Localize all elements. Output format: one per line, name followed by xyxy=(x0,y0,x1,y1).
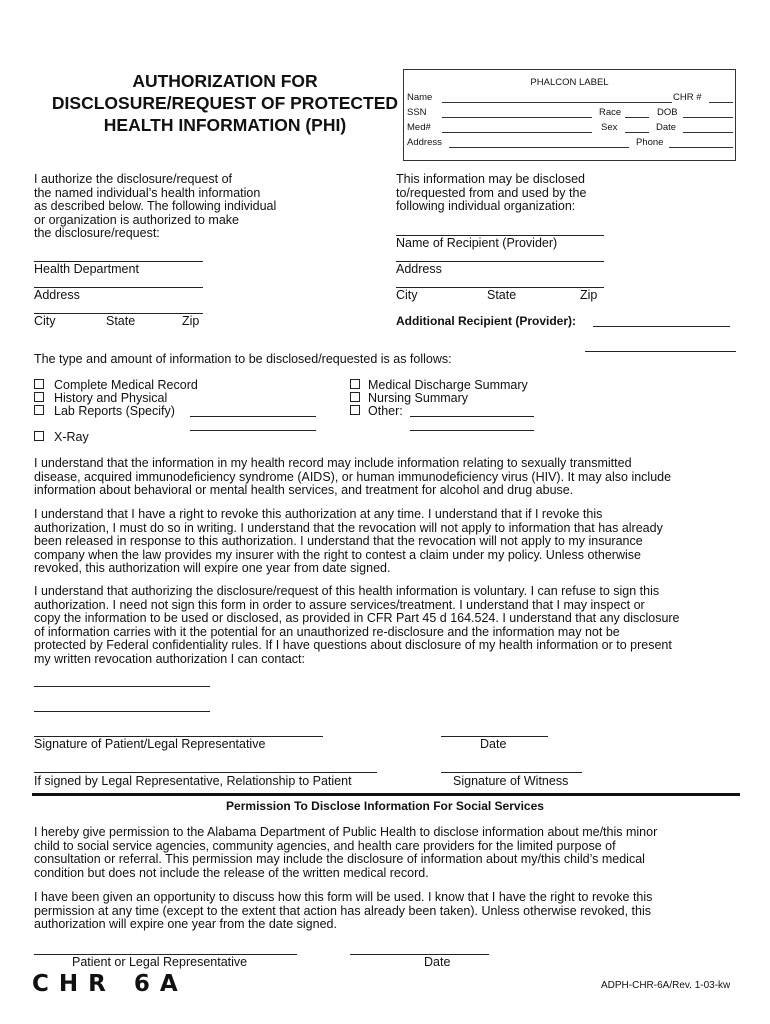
checkbox-icon[interactable] xyxy=(350,392,360,402)
checkbox-xray[interactable] xyxy=(34,431,89,445)
phone-label: Phone xyxy=(636,137,664,148)
address-line[interactable] xyxy=(449,137,629,148)
checkbox-label: Complete Medical Record xyxy=(54,378,198,392)
checkbox-label: History and Physical xyxy=(54,391,168,405)
form-code: C H R 6 A xyxy=(32,971,179,997)
address-label: Address xyxy=(407,137,442,148)
witness-signature-line[interactable] xyxy=(441,772,582,773)
paragraph-line: protected by Federal confidentiality rules. If I have questions about disclosure of my health information or to present xyxy=(34,638,672,652)
checkbox-other[interactable] xyxy=(350,405,403,419)
paragraph-line: been released in response to this authorization. I understand that the revocation will not apply to my insurance xyxy=(34,534,643,548)
paragraph-line: copy the information to be used or disclosed, as provided in CFR Part 45 d 164.524. I understand that any disclosure xyxy=(34,611,680,625)
checkbox-label: Nursing Summary xyxy=(368,391,469,405)
health-department-label: Health Department xyxy=(34,262,139,276)
social-date-label: Date xyxy=(424,955,451,969)
phone-line[interactable] xyxy=(669,137,733,148)
additional-recipient-line[interactable] xyxy=(593,326,730,327)
section-divider xyxy=(32,793,740,796)
recipient-label: Name of Recipient (Provider) xyxy=(396,236,558,250)
right-zip-label: Zip xyxy=(580,288,598,302)
paragraph-line: company when the law provides my insurer with the right to contest a claim under my policy. Unless otherwise xyxy=(34,547,641,562)
right-intro-line: This information may be disclosed xyxy=(396,172,585,186)
social-patient-signature-label: Patient or Legal Representative xyxy=(72,955,248,969)
phalcon-label-box xyxy=(403,69,736,161)
med-label: Med# xyxy=(407,122,431,133)
additional-recipient-label: Additional Recipient (Provider): xyxy=(396,314,577,328)
right-address-label: Address xyxy=(396,262,442,276)
hiv-disclosure-paragraph xyxy=(34,457,671,498)
checkbox-icon[interactable] xyxy=(34,431,44,441)
sex-line[interactable] xyxy=(625,122,649,133)
lab-specify-line-2[interactable] xyxy=(190,430,316,431)
social-services-heading: Permission To Disclose Information For Social Services xyxy=(226,799,544,813)
checkbox-icon[interactable] xyxy=(34,405,44,415)
paragraph-line: authorization, I must do so in writing. I understand that the revocation will not apply to information that has already xyxy=(34,520,663,535)
date-label: Date xyxy=(656,122,677,133)
other-specify-line[interactable] xyxy=(410,416,534,417)
contact-line-1[interactable] xyxy=(34,686,210,687)
chr-line[interactable] xyxy=(709,92,733,103)
med-line[interactable] xyxy=(442,122,592,133)
title-line-2: DISCLOSURE/REQUEST OF PROTECTED xyxy=(51,93,399,113)
type-amount-text: The type and amount of information to be disclosed/requested is as follows: xyxy=(34,352,452,366)
date-line[interactable] xyxy=(683,122,733,133)
checkbox-icon[interactable] xyxy=(350,405,360,415)
checkbox-lab-reports[interactable] xyxy=(34,405,175,419)
paragraph-line: my written revocation authorization I can contact: xyxy=(34,651,305,666)
title-line-3: HEALTH INFORMATION (PHI) xyxy=(103,115,347,135)
right-intro-line: following individual organization: xyxy=(396,199,576,213)
chr-label: CHR # xyxy=(673,92,702,103)
left-intro-line: the named individual’s health information xyxy=(34,185,261,200)
checkbox-label: Lab Reports (Specify) xyxy=(54,404,175,418)
name-label: Name xyxy=(407,92,433,103)
lab-specify-line[interactable] xyxy=(190,416,316,417)
paragraph-line: condition but does not include the release of the written medical record. xyxy=(34,865,429,880)
contact-line-2[interactable] xyxy=(34,711,210,712)
social-services-paragraph-1 xyxy=(34,826,657,880)
name-line[interactable] xyxy=(442,92,672,103)
sex-label: Sex xyxy=(601,122,618,133)
checkbox-label: Medical Discharge Summary xyxy=(368,378,528,392)
ssn-label: SSN xyxy=(407,107,427,118)
revocation-paragraph xyxy=(34,508,663,576)
patient-signature-label: Signature of Patient/Legal Representative xyxy=(34,737,266,751)
right-intro-line: to/requested from and used by the xyxy=(396,185,587,200)
checkbox-label: Other: xyxy=(368,404,403,418)
checkbox-icon[interactable] xyxy=(350,379,360,389)
left-state-label: State xyxy=(106,314,136,328)
left-intro-line: I authorize the disclosure/request of xyxy=(34,172,233,186)
paragraph-line: disease, acquired immunodeficiency syndrome (AIDS), or human immunodeficiency virus (HIV). It may also include xyxy=(34,469,672,484)
paragraph-line: authorization will expire one year from the date signed. xyxy=(34,917,337,931)
right-state-label: State xyxy=(487,288,517,302)
phalcon-header: PHALCON LABEL xyxy=(530,77,609,88)
paragraph-line: of information carries with it the potential for an unauthorized re-disclosure and the information may not be xyxy=(34,624,620,639)
checkbox-icon[interactable] xyxy=(34,392,44,402)
relationship-label: If signed by Legal Representative, Relationship to Patient xyxy=(34,774,352,788)
date-signature-label: Date xyxy=(480,737,507,751)
checkbox-label: X-Ray xyxy=(54,430,89,444)
paragraph-line: child to social service agencies, community agencies, and health care providers for the limited purpose of xyxy=(34,838,616,853)
social-services-paragraph-2 xyxy=(34,891,652,932)
dob-label: DOB xyxy=(657,107,678,118)
paragraph-line: I understand that I have a right to revoke this authorization at any time. I understand that if I revoke this xyxy=(34,507,603,521)
relationship-line[interactable] xyxy=(34,772,377,773)
left-intro xyxy=(34,173,276,241)
right-intro xyxy=(396,173,586,214)
left-address-label: Address xyxy=(34,288,80,302)
paragraph-line: I hereby give permission to the Alabama Department of Public Health to disclose information about me/this minor xyxy=(34,825,658,839)
other-specify-line-2[interactable] xyxy=(410,430,534,431)
ssn-line[interactable] xyxy=(442,107,592,118)
left-city-label: City xyxy=(34,314,56,328)
revision-code: ADPH-CHR-6A/Rev. 1-03-kw xyxy=(601,980,731,991)
paragraph-line: revoked, this authorization will expire one year from date signed. xyxy=(34,561,391,575)
left-intro-line: the disclosure/request: xyxy=(34,226,160,240)
paragraph-line: I understand that the information in my health record may include information relating to sexually transmitted xyxy=(34,456,632,470)
race-label: Race xyxy=(599,107,622,118)
left-intro-line: as described below. The following individual xyxy=(34,199,277,213)
left-intro-line: or organization is authorized to make xyxy=(34,212,239,227)
left-zip-label: Zip xyxy=(182,314,200,328)
additional-recipient-line-2[interactable] xyxy=(585,351,736,352)
paragraph-line: I understand that authorizing the disclosure/request of this health information is voluntary. I can refuse to sign this xyxy=(34,584,660,598)
dob-line[interactable] xyxy=(683,107,733,118)
checkbox-icon[interactable] xyxy=(34,379,44,389)
race-line[interactable] xyxy=(625,107,649,118)
paragraph-line: authorization. I need not sign this form in order to assure services/treatment. I understand that I may inspect or xyxy=(34,597,645,612)
social-date-line[interactable] xyxy=(350,954,489,955)
right-city-label: City xyxy=(396,288,418,302)
witness-signature-label: Signature of Witness xyxy=(453,774,569,788)
voluntary-paragraph xyxy=(34,585,680,666)
title-line-1: AUTHORIZATION FOR xyxy=(132,71,318,91)
paragraph-line: I have been given an opportunity to discuss how this form will be used. I know that I have the right to revoke this xyxy=(34,890,653,904)
paragraph-line: consultation or referral. This permission may include the disclosure of information about my/this child’s medical xyxy=(34,852,645,866)
paragraph-line: information about behavioral or mental health services, and treatment for alcohol and drug abuse. xyxy=(34,483,574,497)
form-title xyxy=(40,70,410,136)
paragraph-line: permission at any time (except to the extent that action has already been taken). Unless otherwise revoked, this xyxy=(34,903,651,918)
